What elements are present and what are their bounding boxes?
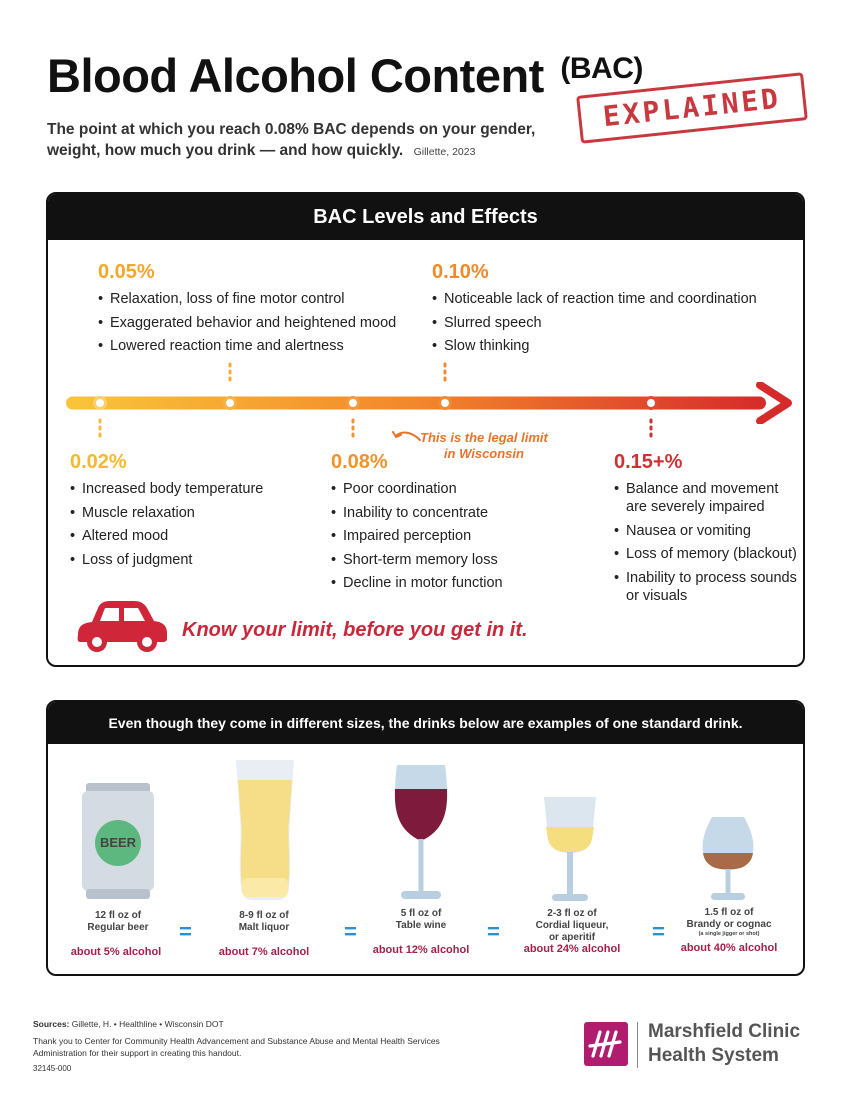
effect-item: • Muscle relaxation [70, 504, 320, 522]
wine-glass-icon [393, 765, 449, 905]
level-005 [98, 261, 428, 361]
legal-note-line1: This is the legal limit [420, 430, 548, 445]
pint-glass-icon [234, 760, 296, 900]
drink-label-wine [371, 908, 471, 932]
drink-type-extra: or aperitif [548, 932, 596, 943]
effects-list [70, 480, 320, 569]
effect-item: • Loss of memory (blackout) [614, 545, 799, 563]
sources-list: Gillette, H. • Healthline • Wisconsin DOT [71, 1019, 224, 1029]
level-008 [331, 451, 601, 598]
page-title [47, 48, 643, 103]
bac-levels-heading: BAC Levels and Effects [48, 194, 803, 240]
effect-item: • Short-term memory loss [331, 551, 601, 569]
title-text: Blood Alcohol Content [47, 49, 544, 102]
alcohol-wine: about 12% alcohol [372, 944, 470, 956]
effect-item: • Increased body temperature [70, 480, 320, 498]
legal-note-line2: in Wisconsin [443, 446, 524, 461]
connector-015 [649, 418, 653, 442]
effect-item: • Inability to process sounds or visuals [614, 569, 799, 605]
car-icon [72, 599, 170, 653]
level-010 [432, 261, 797, 361]
timeline-marker-005 [223, 396, 237, 410]
drink-amount: 12 fl oz of [94, 910, 142, 921]
connector-002 [98, 418, 102, 442]
brandy-snifter-icon [700, 817, 756, 901]
level-value: 0.10% [432, 261, 489, 283]
level-002 [70, 451, 320, 574]
sources-block [33, 1018, 453, 1059]
connector-008 [351, 418, 355, 442]
connector-010 [443, 362, 447, 386]
drink-amount: 2-3 fl oz of [547, 908, 597, 919]
beer-can-label: BEER [99, 835, 137, 850]
drink-amount: 8-9 fl oz of [239, 910, 289, 921]
equals-sign: = [487, 919, 500, 944]
timeline-marker-008 [346, 396, 360, 410]
organization-name [648, 1020, 800, 1068]
effects-list [614, 480, 799, 605]
bac-timeline-arrow [60, 382, 792, 424]
alcohol-malt: about 7% alcohol [218, 946, 310, 958]
effect-item: • Noticeable lack of reaction time and coordination [432, 290, 797, 308]
legal-limit-note [420, 430, 548, 462]
equals-sign: = [344, 919, 357, 944]
timeline-marker-010 [438, 396, 452, 410]
subtitle [47, 119, 567, 163]
alcohol-beer: about 5% alcohol [70, 946, 162, 958]
sources-line [33, 1018, 453, 1030]
effect-item: • Lowered reaction time and alertness [98, 337, 428, 355]
drink-type: Brandy or cognac [686, 919, 772, 930]
drink-type: Malt liquor [238, 922, 290, 933]
thanks-text: Thank you to Center for Community Health Advancement and Substance Abuse and Mental Health Services Administration for their support in creating this handout. [33, 1036, 440, 1058]
effect-item: • Relaxation, loss of fine motor control [98, 290, 428, 308]
connector-005 [228, 362, 232, 386]
drink-label-malt [214, 910, 314, 934]
drink-amount: 5 fl oz of [400, 908, 442, 919]
timeline-marker-002 [93, 396, 107, 410]
effect-item: • Inability to concentrate [331, 504, 601, 522]
effects-list [432, 290, 797, 355]
effect-item: • Loss of judgment [70, 551, 320, 569]
effect-item: • Exaggerated behavior and heightened mood [98, 314, 428, 332]
drink-type: Regular beer [87, 922, 149, 933]
effects-list [331, 480, 601, 592]
drink-label-beer [68, 910, 168, 934]
citation: Gillette, 2023 [413, 146, 476, 158]
equals-sign: = [652, 919, 665, 944]
effect-item: • Poor coordination [331, 480, 601, 498]
org-line1: Marshfield Clinic [648, 1021, 801, 1042]
title-abbr: (BAC) [560, 52, 643, 85]
equals-sign: = [179, 919, 192, 944]
effects-list [98, 290, 428, 355]
standard-drinks-heading: Even though they come in different sizes, the drinks below are examples of one standard drink. [48, 702, 803, 744]
timeline-marker-015 [644, 396, 658, 410]
drink-note: (a single jigger or shot) [698, 931, 760, 937]
effect-item: • Nausea or vomiting [614, 522, 799, 540]
marshfield-logo-icon [584, 1022, 628, 1066]
explained-stamp: EXPLAINED [576, 72, 808, 144]
alcohol-brandy: about 40% alcohol [680, 942, 778, 954]
alcohol-cordial: about 24% alcohol [523, 943, 621, 955]
effect-item: • Balance and movement are severely impaired [614, 480, 799, 516]
org-line2: Health System [648, 1045, 779, 1066]
effect-item: • Decline in motor function [331, 574, 601, 592]
drink-amount: 1.5 fl oz of [704, 907, 754, 918]
drink-label-cordial [517, 908, 627, 944]
drink-type: Cordial liqueur, [535, 920, 609, 931]
doc-number: 32145-000 [33, 1064, 72, 1073]
level-value: 0.02% [70, 451, 127, 473]
effect-item: • Altered mood [70, 527, 320, 545]
level-015 [614, 451, 799, 610]
curved-arrow-icon [390, 428, 422, 444]
effect-item: • Slurred speech [432, 314, 797, 332]
cordial-glass-icon [542, 797, 598, 903]
drink-type: Table wine [395, 920, 447, 931]
effect-item: • Impaired perception [331, 527, 601, 545]
slogan: Know your limit, before you get in it. [182, 619, 528, 641]
effect-item: • Slow thinking [432, 337, 797, 355]
drink-label-brandy [674, 907, 784, 938]
level-value: 0.08% [331, 451, 388, 473]
subtitle-text: The point at which you reach 0.08% BAC depends on your gender, weight, how much you drink — and how quickly. [47, 121, 536, 159]
level-value: 0.05% [98, 261, 155, 283]
sources-label: Sources: [33, 1019, 70, 1029]
logo-divider [637, 1022, 638, 1068]
level-value: 0.15+% [614, 451, 683, 473]
